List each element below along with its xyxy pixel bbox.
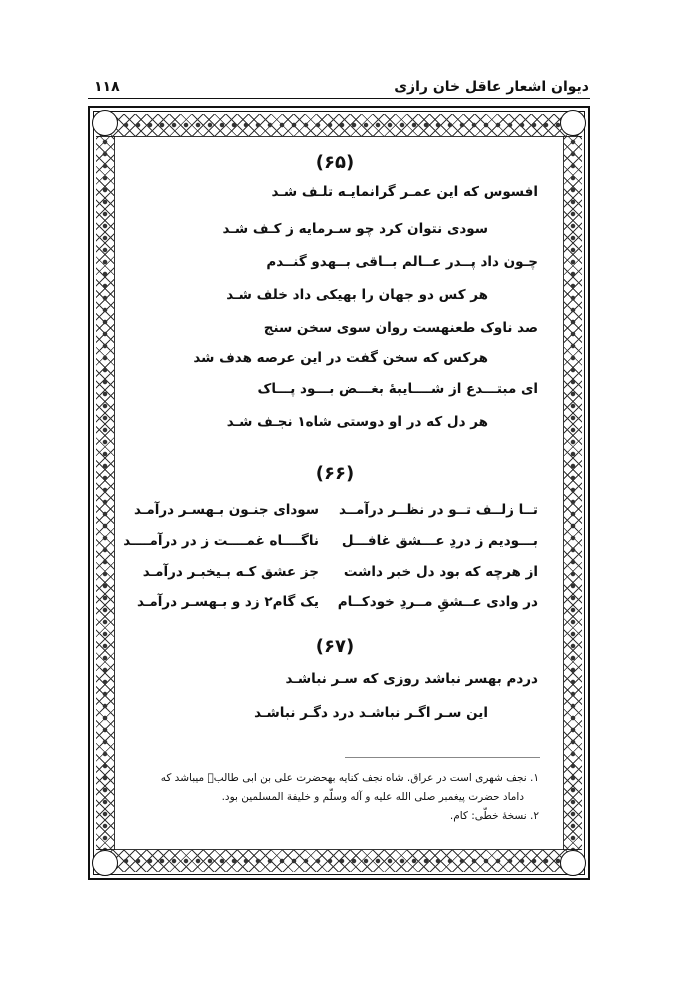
running-title: دیوان اشعار عاقل خان رازی bbox=[394, 79, 589, 95]
ornament-band-bottom bbox=[96, 849, 582, 872]
couplet-first-hemistich: از هرچه که بود دل خبر داشت bbox=[343, 564, 538, 580]
couplet-first-hemistich: بـــودیم ز دردِ عـــشق غافـــل bbox=[341, 533, 538, 549]
verse-line: چـون داد پــدر عــالم بــاقی بــهدو گنــدم bbox=[266, 254, 538, 270]
couplet-second-hemistich: سودای جنـون بـهسـر درآمـد bbox=[133, 502, 319, 518]
couplet-first-hemistich: تــا زلــف تــو در نظــر درآمــد bbox=[338, 502, 538, 518]
verse-line: هر دل که در او دوستی شاه۱ نجـف شـد bbox=[226, 414, 488, 430]
footnote-separator bbox=[345, 757, 540, 758]
poem-number: (۶۷) bbox=[315, 636, 355, 657]
corner-ornament-bottom-left bbox=[92, 850, 118, 876]
corner-ornament-top-right bbox=[560, 110, 586, 136]
header-rule bbox=[88, 98, 590, 99]
ornament-band-right bbox=[563, 136, 582, 850]
verse-line: سودی نتوان کرد چو سـرمایه ز کـف شـد bbox=[222, 221, 488, 237]
poem-number: (۶۵) bbox=[315, 152, 355, 173]
verse-line: افسوس که این عمـر گرانمایـه تلـف شـد bbox=[271, 184, 538, 200]
couplet-second-hemistich: یک گام۲ زد و بـهسـر درآمـد bbox=[137, 594, 319, 610]
verse-line: صد ناوک طعنهست روان سوی سخن سنج bbox=[263, 320, 538, 336]
ornament-band-top bbox=[96, 114, 582, 137]
corner-ornament-top-left bbox=[92, 110, 118, 136]
footnote: ۱. نجف شهری است در عراق. شاه نجف کنایه بهحضرت علی بن ابی طالبؑ میباشد که bbox=[160, 772, 539, 784]
page-number: ۱۱۸ bbox=[94, 79, 120, 95]
ornament-band-left bbox=[96, 136, 115, 850]
couplet-second-hemistich: جز عشق کـه بـیخبـر درآمـد bbox=[142, 564, 319, 580]
verse-line: ای مبتـــدع از شــــایبۀ بغـــض بـــود پـــاک bbox=[257, 381, 538, 397]
verse-line: هرکس که سخن گفت در این عرصه هدف شد bbox=[193, 350, 488, 366]
poem-number: (۶۶) bbox=[315, 463, 355, 484]
verse-line: این سـر اگـر نباشـد درد دگـر نباشـد bbox=[254, 705, 488, 721]
footnote: ۲. نسخۀ خطّی: کام. bbox=[449, 810, 539, 822]
couplet-first-hemistich: در وادی عــشقِ مــردِ خودکــام bbox=[337, 594, 538, 610]
footnote: داماد حضرت پیغمبر صلی الله علیه و آله وسلّم و خلیفة المسلمین بود. bbox=[221, 791, 524, 803]
couplet-second-hemistich: ناگــــاه غمــــت ز در درآمــــد bbox=[123, 533, 319, 549]
verse-line: هر کس دو جهان را بهیکی داد خلف شـد bbox=[226, 287, 488, 303]
corner-ornament-bottom-right bbox=[560, 850, 586, 876]
verse-line: دردم بهسر نباشد روزی که سـر نباشـد bbox=[285, 671, 538, 687]
